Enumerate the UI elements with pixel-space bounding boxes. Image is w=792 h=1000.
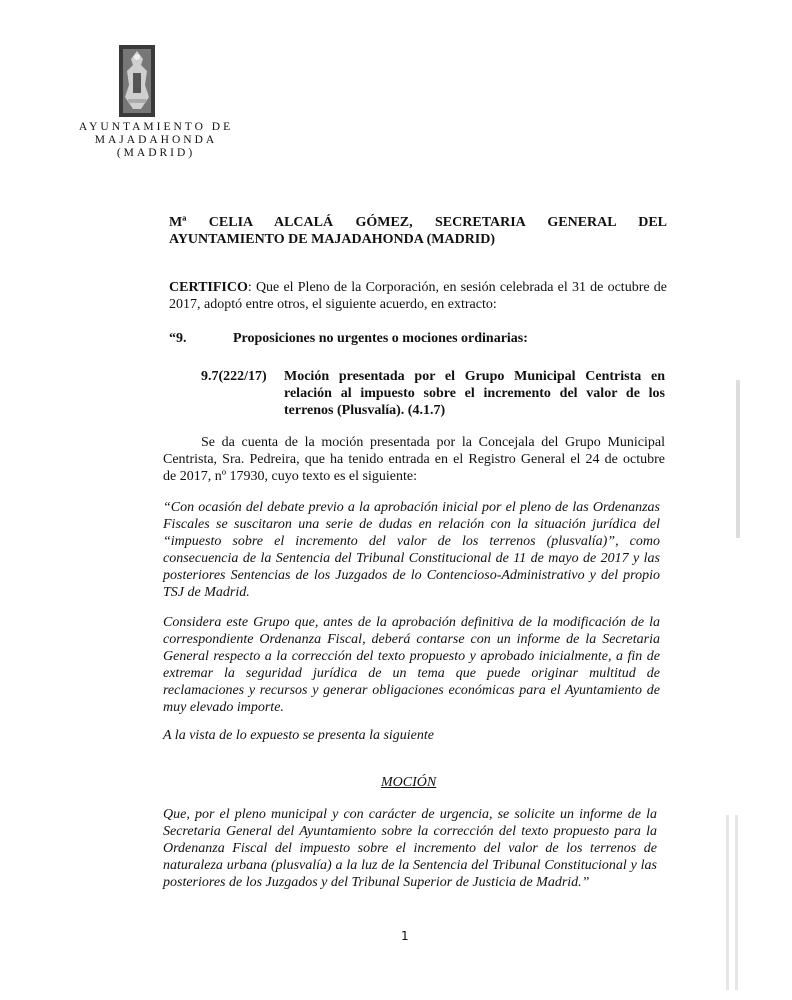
quote1-line-6: TSJ de Madrid. xyxy=(163,585,250,600)
org-name-line-1: AYUNTAMIENTO DE xyxy=(78,121,234,133)
quote1-line-2: Fiscales se suscitaron una serie de dudas en relación con la situación jurídica del xyxy=(163,517,660,532)
heading-line-2: AYUNTAMIENTO DE MAJADAHONDA (MADRID) xyxy=(169,232,496,247)
quote2-line-5: reclamaciones y recursos y generar obligaciones económicas para el Ayuntamiento de xyxy=(163,683,660,698)
quote1-line-5: posteriores Sentencias de los Juzgados de lo Contencioso-Administrativo y del propio xyxy=(163,568,660,583)
certifico-line-1 xyxy=(169,279,667,296)
section-title: Proposiciones no urgentes o mociones ordinarias: xyxy=(233,331,528,346)
quote4-line-1: Que, por el pleno municipal y con carácter de urgencia, se solicite un informe de la xyxy=(163,807,657,822)
quote2-line-6: muy elevado importe. xyxy=(163,700,284,715)
org-name-line-3: (MADRID) xyxy=(116,147,196,159)
quote3: A la vista de lo expuesto se presenta la siguiente xyxy=(163,728,435,743)
heading-line-1: Mª CELIA ALCALÁ GÓMEZ, SECRETARIA GENERAL DEL xyxy=(169,215,667,230)
item-title-line-3: terrenos (Plusvalía). (4.1.7) xyxy=(284,403,446,418)
intro-line-2: Centrista, Sra. Pedreira, que ha tenido entrada en el Registro General el 24 de octubre xyxy=(163,452,665,467)
page-number: 1 xyxy=(401,929,409,943)
intro-line-3: de 2017, nº 17930, cuyo texto es el siguiente: xyxy=(163,469,417,484)
mocion-title: MOCIÓN xyxy=(381,775,437,790)
item-number: 9.7(222/17) xyxy=(201,369,267,384)
quote4-line-3: Ordenanza Fiscal del impuesto sobre el incremento del valor de los terrenos de xyxy=(163,841,657,856)
quote4-line-2: Secretaria General del Ayuntamiento sobre la corrección del texto propuesto para la xyxy=(163,824,657,839)
org-name-line-2: MAJADAHONDA xyxy=(94,134,218,146)
certifico-label: CERTIFICO xyxy=(169,280,248,295)
certifico-text: : Que el Pleno de la Corporación, en sesión celebrada el 31 de octubre de xyxy=(247,280,667,295)
item-title-line-2: relación al impuesto sobre el incremento del valor de los xyxy=(284,386,665,401)
quote1-line-4: consecuencia de la Sentencia del Tribunal Constitucional de 11 de mayo de 2017 y las xyxy=(163,551,660,566)
scan-edge-mark xyxy=(736,380,740,538)
quote4-line-4: naturaleza urbana (plusvalía) a la luz de la Sentencia del Tribunal Constitucional y las xyxy=(163,858,657,873)
quote2-line-1: Considera este Grupo que, antes de la aprobación definitiva de la modificación de la xyxy=(163,615,660,630)
section-number: “9. xyxy=(169,331,187,346)
item-title-line-1: Moción presentada por el Grupo Municipal Centrista en xyxy=(284,369,665,384)
coat-of-arms-logo xyxy=(119,45,155,117)
quote1-line-3: “impuesto sobre el incremento del valor de los terrenos (plusvalía)”, como xyxy=(163,534,660,549)
intro-line-1: Se da cuenta de la moción presentada por la Concejala del Grupo Municipal xyxy=(201,435,665,450)
quote2-line-4: extremar la seguridad jurídica de un tema que puede originar multitud de xyxy=(163,666,660,681)
quote2-line-3: General respecto a la corrección del texto propuesto y aprobado inicialmente, a fin de xyxy=(163,649,660,664)
quote2-line-2: correspondiente Ordenanza Fiscal, deberá contarse con un informe de la Secretaria xyxy=(163,632,660,647)
scan-edge-mark-lower-2 xyxy=(735,815,738,990)
scan-edge-mark-lower-1 xyxy=(726,815,729,990)
quote4-line-5: posteriores de los Juzgados y del Tribunal Superior de Justicia de Madrid.” xyxy=(163,875,590,890)
quote1-line-1: “Con ocasión del debate previo a la aprobación inicial por el pleno de las Ordenanzas xyxy=(163,500,660,515)
certifico-line-2: 2017, adoptó entre otros, el siguiente acuerdo, en extracto: xyxy=(169,297,497,312)
